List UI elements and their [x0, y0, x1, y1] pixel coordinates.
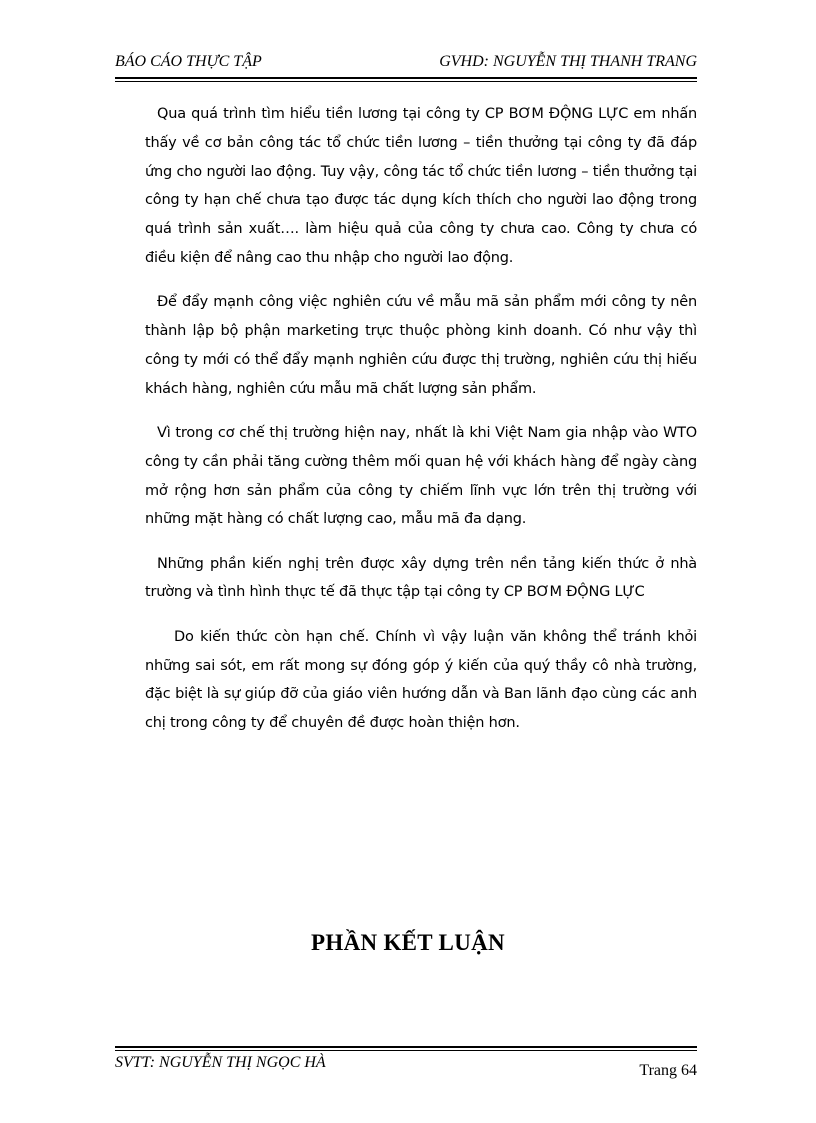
supervisor-name: GVHD: NGUYỄN THỊ THANH TRANG — [439, 53, 697, 70]
page-number: Trang 64 — [639, 1062, 697, 1079]
footer-divider — [115, 1046, 697, 1051]
paragraph: Qua quá trình tìm hiểu tiền lương tại công ty CP BƠM ĐỘNG LỰC em nhấn thấy về cơ bản công tác tổ chức tiền lương – tiền thưởng tại công ty đã đáp ứng cho người lao động. Tuy vậy, công tác tổ chức tiền lương – tiền thưởng tại công ty hạn chế chưa tạo được tác dụng kích thích cho người lao động trong quá trình sản xuất…. làm hiệu quả của công ty chưa cao. Công ty chưa có điều kiện để nâng cao thu nhập cho người lao động. — [145, 106, 697, 266]
section-title: PHẦN KẾT LUẬN — [311, 930, 505, 955]
page-header — [115, 52, 697, 76]
paragraph: Do kiến thức còn hạn chế. Chính vì vậy luận văn không thể tránh khỏi những sai sót, em rất mong sự đóng góp ý kiến của quý thầy cô nhà trường, đặc biệt là sự giúp đỡ của giáo viên hướng dẫn và Ban lãnh đạo cùng các anh chị trong công ty để chuyên đề được hoàn thiện hơn. — [145, 628, 697, 732]
report-title: BÁO CÁO THỰC TẬP — [115, 53, 262, 70]
header-divider — [115, 77, 697, 82]
document-body — [145, 100, 697, 753]
paragraph: Những phần kiến nghị trên được xây dựng trên nền tảng kiến thức ở nhà trường và tình hình thực tế đã thực tập tại công ty CP BƠM ĐỘNG LỰC — [145, 555, 697, 601]
student-name: SVTT: NGUYỄN THỊ NGỌC HÀ — [115, 1054, 326, 1071]
paragraph: Vì trong cơ chế thị trường hiện nay, nhất là khi Việt Nam gia nhập vào WTO công ty cần phải tăng cường thêm mối quan hệ với khách hàng để ngày càng mở rộng hơn sản phẩm của công ty chiếm lĩnh vực lớn trên thị trường với những mặt hàng có chất lượng cao, mẫu mã đa dạng. — [145, 424, 697, 528]
paragraph: Để đẩy mạnh công việc nghiên cứu về mẫu mã sản phẩm mới công ty nên thành lập bộ phận marketing trực thuộc phòng kinh doanh. Có như vậy thì công ty mới có thể đẩy mạnh nghiên cứu được thị trường, nghiên cứu thị hiếu khách hàng, nghiên cứu mẫu mã chất lượng sản phẩm. — [145, 294, 697, 397]
